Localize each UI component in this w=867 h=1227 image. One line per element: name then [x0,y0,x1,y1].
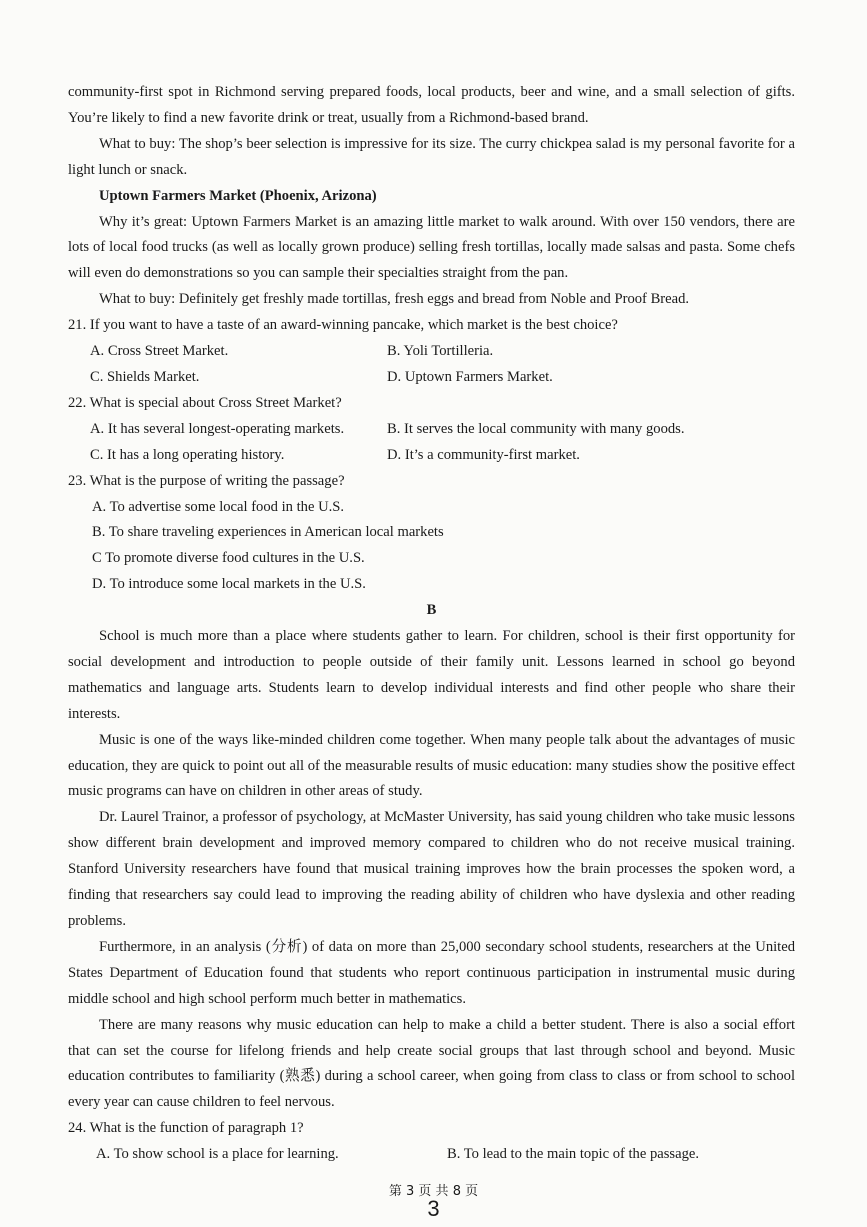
passage-b-paragraph-2: Music is one of the ways like-minded children come together. When many people talk about the advantages of music education, they are quick to point out all of the measurable results of music education: many studies show the positive effect music programs can have on children in other areas of study. [68,731,795,800]
question-24 [68,1116,795,1168]
question-23-option-d: D. To introduce some local markets in the U.S. [92,576,366,593]
question-21-option-c: C. Shields Market. [90,368,200,385]
question-22 [68,391,795,469]
question-24-option-a: A. To show school is a place for learning. [96,1146,339,1163]
market-heading: Uptown Farmers Market (Phoenix, Arizona) [99,187,377,204]
passage-a-paragraph-3: Why it’s great: Uptown Farmers Market is an amazing little market to walk around. With over 150 vendors, there are lots of local food trucks (as well as locally grown produce) selling fresh tortillas, locally made salsas and pasta. Some chefs will even do demonstrations so you can sample their specialties straight from the pan. [68,213,795,282]
question-23-stem: 23. What is the purpose of writing the passage? [68,472,345,489]
question-23-option-c: C To promote diverse food cultures in the U.S. [92,550,365,567]
passage-b-paragraph-3: Dr. Laurel Trainor, a professor of psychology, at McMaster University, has said young children who take music lessons show different brain development and improved memory compared to children who do not receive musical training. Stanford University researchers have found that musical training improves how the brain processes the spoken word, a finding that researchers say could lead to improving the reading ability of children who have dyslexia and other reading problems. [68,809,795,929]
question-23 [68,469,795,599]
question-24-stem: 24. What is the function of paragraph 1? [68,1120,304,1137]
question-21-option-a: A. Cross Street Market. [90,343,229,360]
question-22-option-b: B. It serves the local community with many goods. [387,420,685,437]
question-21-stem: 21. If you want to have a taste of an award-winning pancake, which market is the best choice? [68,317,618,334]
question-23-option-b: B. To share traveling experiences in American local markets [92,524,444,541]
question-21-option-d: D. Uptown Farmers Market. [387,368,553,385]
passage-b-paragraph-5: There are many reasons why music education can help to make a child a better student. There is also a social effort that can set the course for lifelong friends and help create social groups that last through school and beyond. Music education contributes to familiarity (熟悉) during a school career, when going from class to class or from school to school every year can cause children to feel nervous. [68,1016,795,1111]
question-22-option-a: A. It has several longest-operating markets. [90,420,345,437]
section-b-label: B [426,602,437,619]
page-number: 3 [427,1196,440,1221]
exam-page [68,80,795,1168]
question-22-option-c: C. It has a long operating history. [90,446,285,463]
passage-b-paragraph-1: School is much more than a place where students gather to learn. For children, school is their first opportunity for social development and introduction to people outside of their family unit. Lessons learned in school go beyond mathematics and language arts. Students learn to develop individual interests and find other people who share their interests. [68,628,795,722]
page-footer-label: 第 3 页 共 8 页 [388,1184,479,1199]
question-22-option-d: D. It’s a community-first market. [387,446,580,463]
passage-b-paragraph-4: Furthermore, in an analysis (分析) of data on more than 25,000 secondary school students, researchers at the United States Department of Education found that students who report continuous participation in instrumental music during middle school and high school perform much better in mathematics. [68,938,795,1007]
question-24-option-b: B. To lead to the main topic of the passage. [447,1146,700,1163]
question-22-stem: 22. What is special about Cross Street Market? [68,394,342,411]
question-23-option-a: A. To advertise some local food in the U.S. [92,498,345,515]
passage-a-paragraph-4: What to buy: Definitely get freshly made tortillas, fresh eggs and bread from Noble and Proof Bread. [99,291,690,308]
question-21 [68,313,795,391]
passage-a-paragraph-1: community-first spot in Richmond serving prepared foods, local products, beer and wine, and a small selection of gifts. You’re likely to find a new favorite drink or treat, usually from a Richmond-based brand. [68,84,795,126]
question-21-option-b: B. Yoli Tortilleria. [387,343,494,360]
passage-a-paragraph-2: What to buy: The shop’s beer selection is impressive for its size. The curry chickpea salad is my personal favorite for a light lunch or snack. [68,135,795,178]
